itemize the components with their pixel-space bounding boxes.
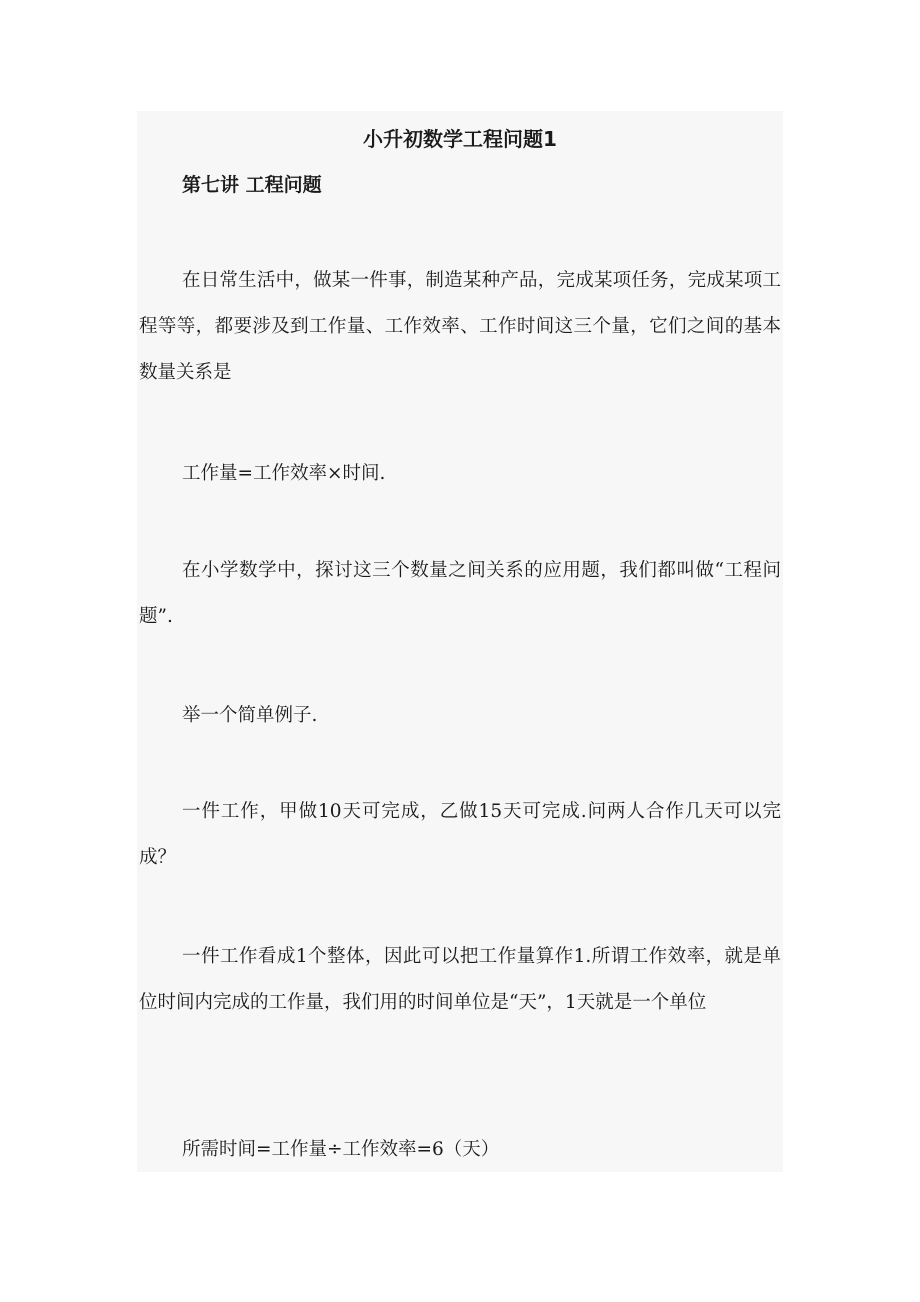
paragraph-definition: 在小学数学中，探讨这三个数量之间关系的应用题，我们都叫做“工程问题”.	[139, 560, 781, 627]
paragraph-example-intro: 举一个简单例子.	[182, 705, 318, 726]
paragraph-example-problem: 一件工作，甲做10天可完成，乙做15天可完成.问两人合作几天可以完成？	[139, 801, 781, 868]
document-title: 小升初数学工程问题1	[363, 127, 557, 151]
lecture-heading: 第七讲 工程问题	[182, 174, 322, 196]
paragraph-formula: 工作量=工作效率×时间.	[182, 463, 386, 484]
paragraph-solution: 所需时间=工作量÷工作效率=6（天）	[182, 1139, 500, 1160]
paragraph-explanation: 一件工作看成1个整体，因此可以把工作量算作1.所谓工作效率，就是单位时间内完成的工作量，我们用的时间单位是“天”，1天就是一个单位	[139, 946, 781, 1013]
paragraph-intro: 在日常生活中，做某一件事，制造某种产品，完成某项任务，完成某项工程等等，都要涉及到工作量、工作效率、工作时间这三个量，它们之间的基本数量关系是	[139, 270, 781, 383]
